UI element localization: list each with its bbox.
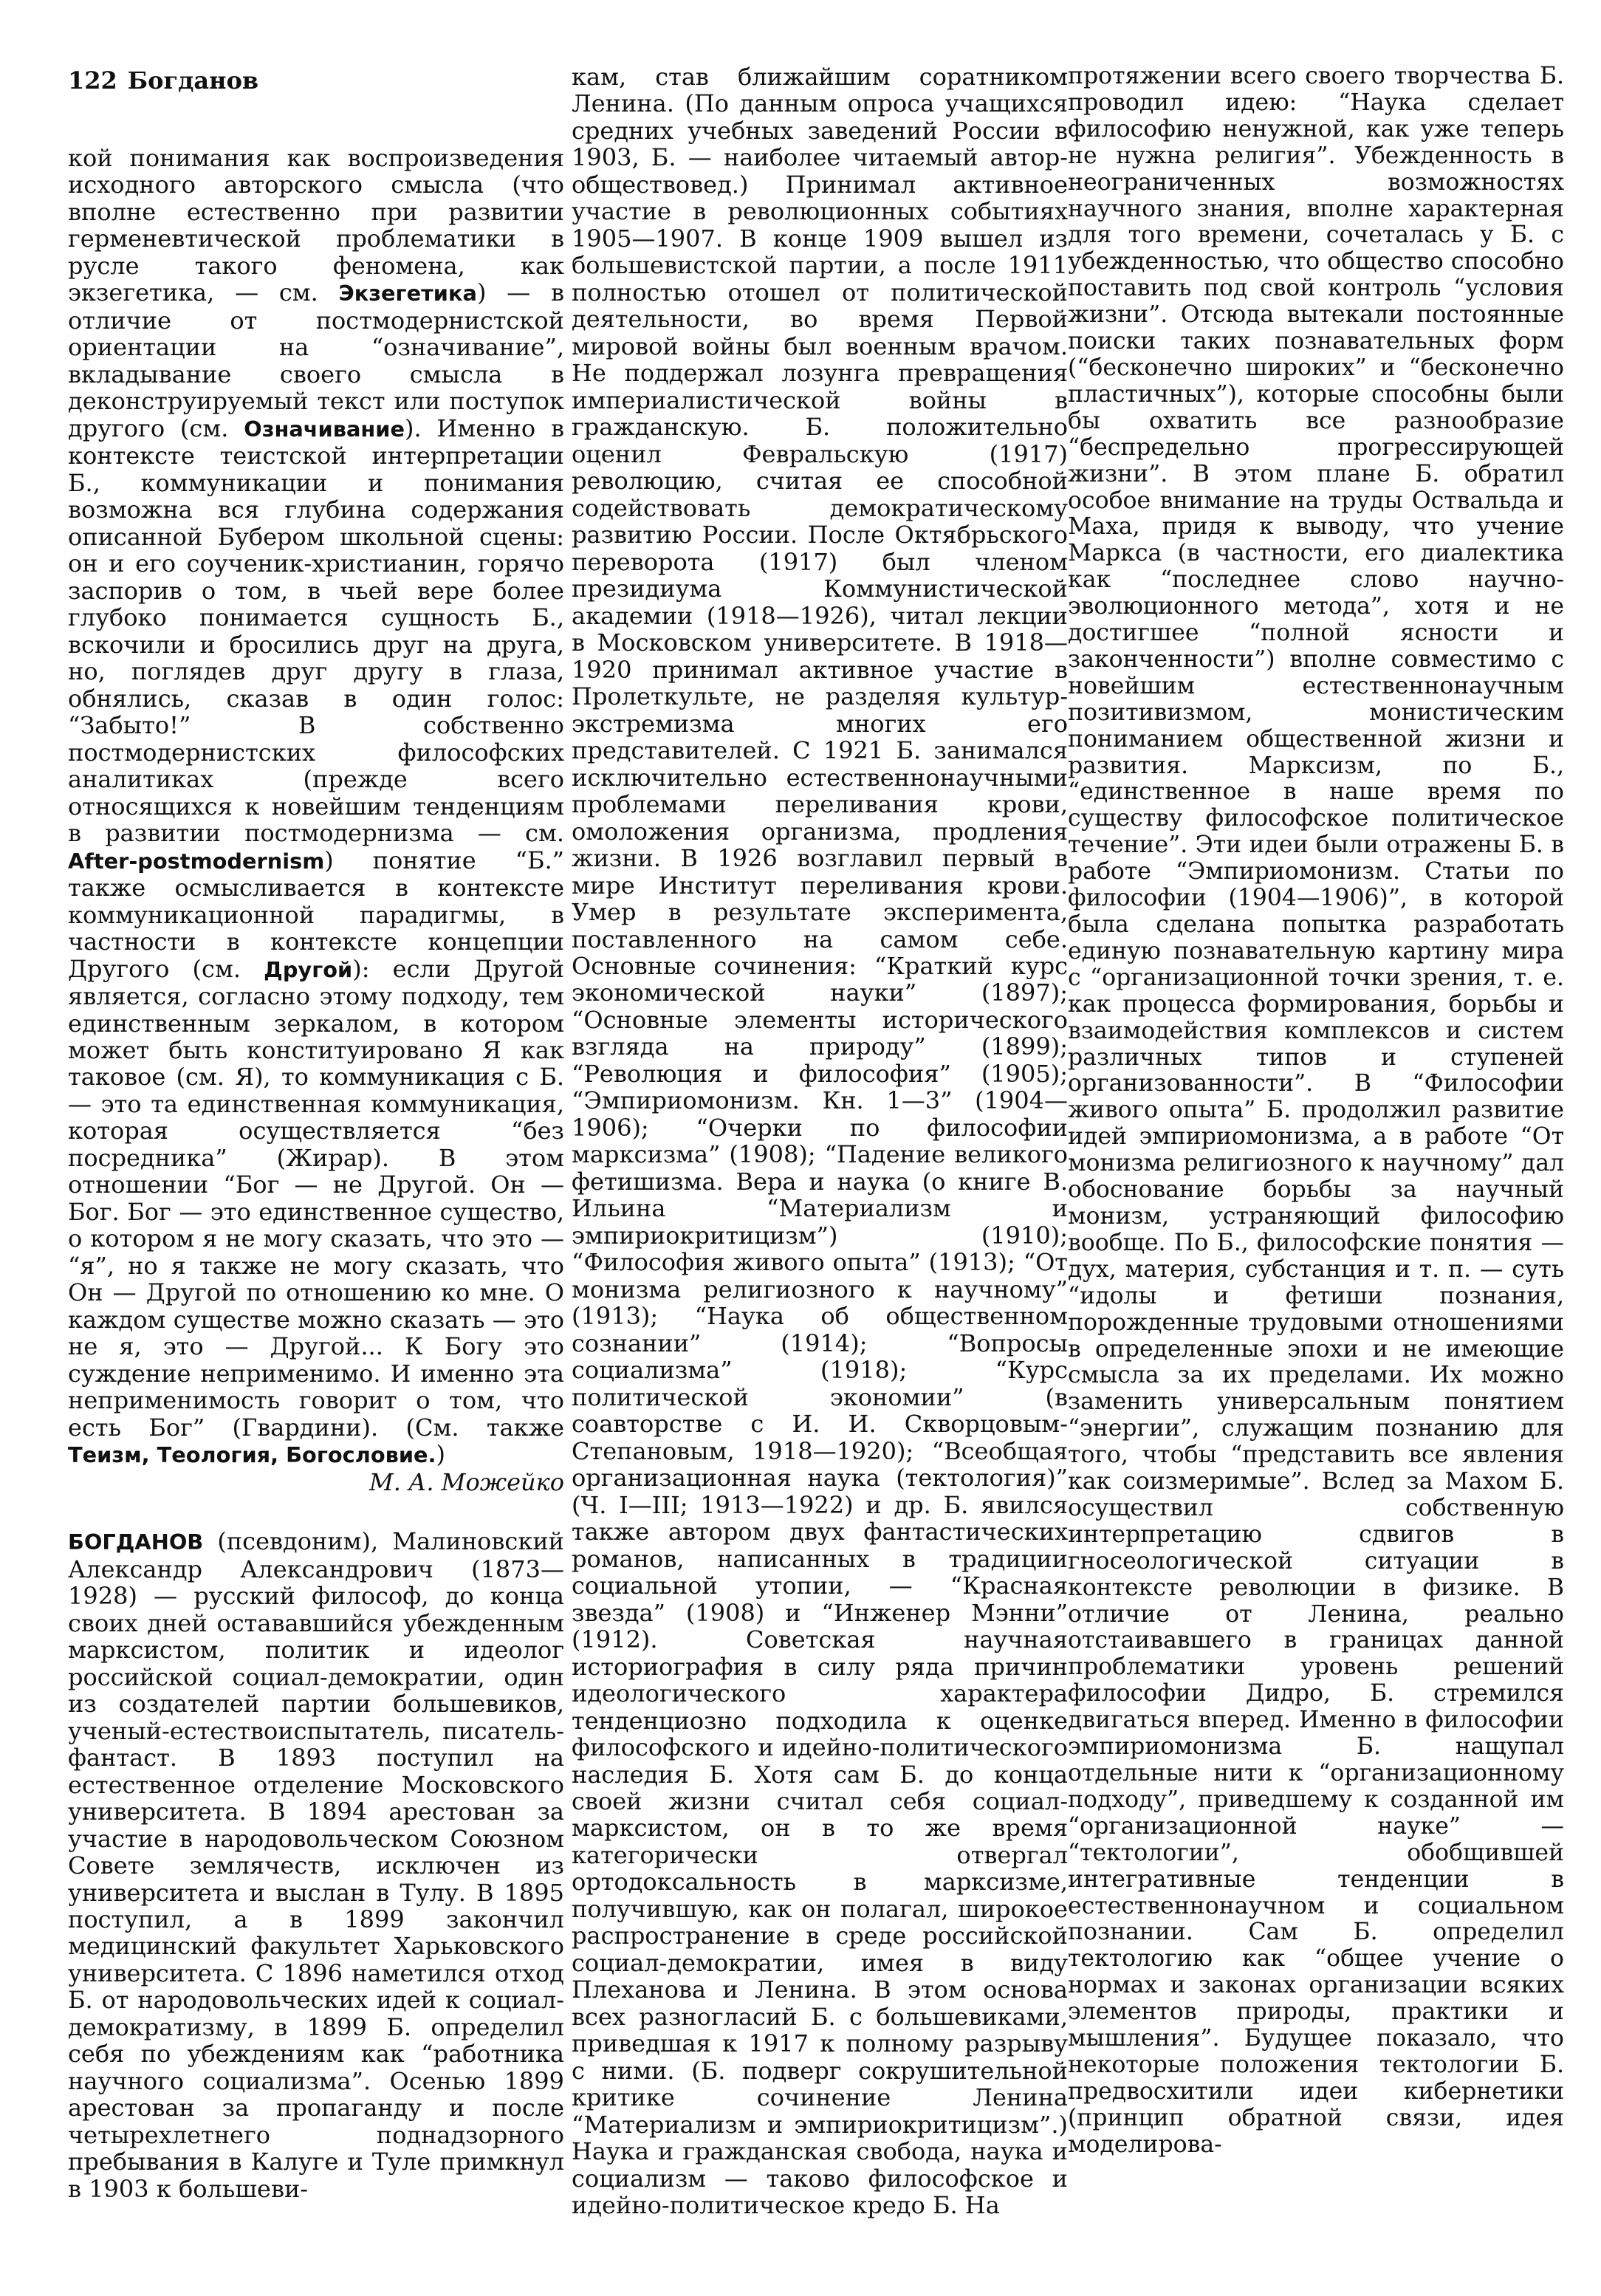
text-segment: ) — в отличие от постмодернистской ориентации на “означивание”, вкладывание своего смысла в деконструируемый текст или поступок другого (см. — [68, 278, 565, 442]
column-middle-text: кам, став ближайшим соратником Ленина. (По данным опроса учащихся средних учебных заведений России в 1903, Б. — наиболее читаемый автор-обществовед.) Принимал активное участие в революционных событиях 1905—1907. В конце 1909 вышел из большевистской партии, а после 1911 полностью отошел от политической деятельности, во время Первой мировой войны был военным врачом. Не поддержал лозунга превращения империалистической войны в гражданскую. Б. положительно оценил Февральскую (1917) революцию, считая ее способной содействовать демократическому развитию России. После Октябрьского переворота (1917) был членом президиума Коммунистической академии (1918—1926), читал лекции в Московском университете. В 1918—1920 принимал активное участие в Пролеткульте, не разделяя культур-экстремизма многих его представителей. С 1921 Б. занимался исключительно естественнонаучными проблемами переливания крови, омоложения организма, продления жизни. В 1926 возглавил первый в мире Институт переливания крови. Умер в результате эксперимента, поставленного на самом себе. Основные сочинения: “Краткий курс экономической науки” (1897); “Основные элементы исторического взгляда на природу” (1899); “Революция и философия” (1905); “Эмпириомонизм. Кн. 1—3” (1904—1906); “Очерки по философии марксизма” (1908); “Падение великого фетишизма. Вера и наука (о книге В. Ильина “Материализм и эмпириокритицизм”) (1910); “Философия живого опыта” (1913); “От монизма религиозного к научному” (1913); “Наука об общественном сознании” (1914); “Вопросы социализма” (1918); “Курс политической экономии” (в соавторстве с И. И. Скворцовым-Степановым, 1918—1920); “Всеобщая организационная наука (тектология)” (Ч. I—III; 1913—1922) и др. Б. явился также автором двух фантастических романов, написанных в традиции социальной утопии, — “Красная звезда” (1908) и “Инженер Мэнни” (1912). Советская научная историография в силу ряда причин идеологического характера тенденциозно подходила к оценке философского и идейно-политического наследия Б. Хотя сам Б. до конца своей жизни считал себя социал-марксистом, он в то же время категорически отвергал ортодоксальность в марксизме, получившую, как он полагал, широкое распространение в среде российской социал-демократии, имея в виду Плеханова и Ленина. В этом основа всех разногласий Б. с большевиками, приведшая к 1917 к полному разрыву с ними. (Б. подверг сокрушительной критике сочинение Ленина “Материализм и эмпириокритицизм”.) Наука и гражданская свобода, наука и социализм — таково философское и идейно-политическое кредо Б. На — [572, 63, 1068, 2220]
column-right — [1068, 64, 1564, 2159]
paragraph-theism — [68, 145, 564, 1469]
cross-reference: Экзегетика — [338, 281, 477, 306]
text-segment: кой понимания как воспроизведения исходного авторского смысла (что вполне естественно при развитии герменевтической проблематики в русле такого феномена, как экзегетика, — см. — [68, 144, 564, 307]
cross-reference: Означивание — [244, 416, 405, 442]
cross-reference: Другой — [264, 956, 353, 982]
text-segment: ): если Другой является, согласно этому подходу, тем единственным зеркалом, в котором может быть конституировано Я как таковое (см. Я), то коммуникация с Б. — это та единственная коммуникация, которая осуществляется “без посредника” (Жирар). В этом отношении “Бог — не Другой. Он — Бог. Бог — это единственное существо, о котором я не могу сказать, что это — “я”, но я также не могу сказать, что Он — Другой по отношению ко мне. О каждом существе можно сказать — это не я, это — Другой... К Богу это суждение неприменимо. И именно эта неприменимость говорит о том, что есть Бог” (Гвардини). (См. также — [68, 954, 564, 1442]
column-left — [68, 145, 564, 2202]
entry-headword: БОГДАНОВ — [68, 1529, 204, 1555]
entry-bogdanov — [68, 1528, 564, 2202]
text-segment: ) — [436, 1440, 445, 1469]
article-author: М. А. Можейко — [368, 1467, 564, 1496]
column-right-text: протяжении всего своего творчества Б. проводил идею: “Наука сделает философию ненужной, как уже теперь не нужна религия”. Убежденность в неограниченных возможностях научного знания, вполне характерная для того времени, сочеталась у Б. с убежденностью, что общество способно поставить под свой контроль “условия жизни”. Отсюда вытекали постоянные поиски таких познавательных форм (“бесконечно широких” и “бесконечно пластичных”), которые способны были бы охватить все разнообразие “беспредельно прогрессирующей жизни”. В этом плане Б. обратил особое внимание на труды Оствальда и Маха, придя к выводу, что учение Маркса (в частности, его диалектика как “последнее слово научно-эволюционного метода”, хотя и не достигшее “полной ясности и законченности”) вполне совместимо с новейшим естественнонаучным позитивизмом, монистическим пониманием общественной жизни и развития. Марксизм, по Б., “единственное в наше время по существу философское политическое течение”. Эти идеи были отражены Б. в работе “Эмпириомонизм. Статьи по философии (1904—1906)”, в которой была сделана попытка разработать единую познавательную картину мира с “организационной точки зрения, т. е. как процесса формирования, борьбы и взаимодействия комплексов и систем различных типов и ступеней организованности”. В “Философии живого опыта” Б. продолжил развитие идей эмпириомонизма, а в работе “От монизма религиозного к научному” дал обоснование борьбы за научный монизм, устраняющий философию вообще. По Б., философские понятия — дух, материя, субстанция и т. п. — суть “идолы и фетиши познания, порожденные трудовыми отношениями в определенные эпохи и не имеющие смысла за их пределами. Их можно заменить универсальным понятием “энергии”, служащим познанию для того, чтобы “представить все явления как соизмеримые”. Вслед за Махом Б. осуществил собственную интерпретацию сдвигов в гносеологической ситуации в контексте революции в физике. В отличие от Ленина, реально отстаивавшего в границах данной проблематики уровень решений философии Дидро, Б. стремился двигаться вперед. Именно в философии эмпириомонизма Б. нащупал отдельные нити к “организационному подходу”, приведшему к созданной им “организационной науке” — “тектологии”, обобщившей интегративные тенденции в естественнонаучном и социальном познании. Сам Б. определил тектологию как “общее учение о нормах и законах организации всяких элементов природы, практики и мышления”. Будущее показало, что некоторые положения тектологии Б. предвосхитили идеи кибернетики (принцип обратной связи, идея моделирова- — [1068, 63, 1564, 2158]
running-head — [68, 66, 258, 95]
text-segment: ). Именно в контексте теистской интерпретации Б., коммуникации и понимания возможна вся глубина содержания описанной Бубером школьной сцены: он и его соученик-христианин, горячо заспорив о том, в чьей вере более глубоко понимается сущность Б., вскочили и бросились друг на друга, но, поглядев друг другу в глаза, обнялись, сказав в один голос: “Забыто!” В собственно постмодернистских философских аналитиках (прежде всего относящихся к новейшим тенденциям в развитии постмодернизма — см. — [68, 414, 564, 848]
column-middle — [572, 64, 1068, 2219]
page-number: 122 — [68, 66, 117, 95]
text-segment: ) понятие “Б.” также осмысливается в контексте коммуникационной парадигмы, в частности в контексте концепции Другого (см. — [68, 846, 564, 983]
entry-text: (псевдоним), Малиновский Александр Александрович (1873—1928) — русский философ, до конца своих дней остававшийся убежденным марксистом, политик и идеолог российской социал-демократии, один из создателей партии большевиков, ученый-естествоиспытатель, писатель-фантаст. В 1893 поступил на естественное отделение Московского университета. В 1894 арестован за участие в народовольческом Союзном Совете землячеств, исключен из университета и выслан в Тулу. В 1895 поступил, а в 1899 закончил медицинский факультет Харьковского университета. С 1896 наметился отход Б. от народовольческих идей к социал-демократизму, в 1899 Б. определил себя по убеждениям как “работника научного социализма”. Осенью 1899 арестован за пропаганду и после четырехлетнего поднадзорного пребывания в Калуге и Туле примкнул в 1903 к большеви- — [68, 1527, 564, 2203]
running-title: Богданов — [127, 66, 259, 95]
cross-reference: After-postmodernism — [68, 848, 325, 874]
cross-reference: Теизм, Теология, Богословие. — [68, 1442, 436, 1468]
